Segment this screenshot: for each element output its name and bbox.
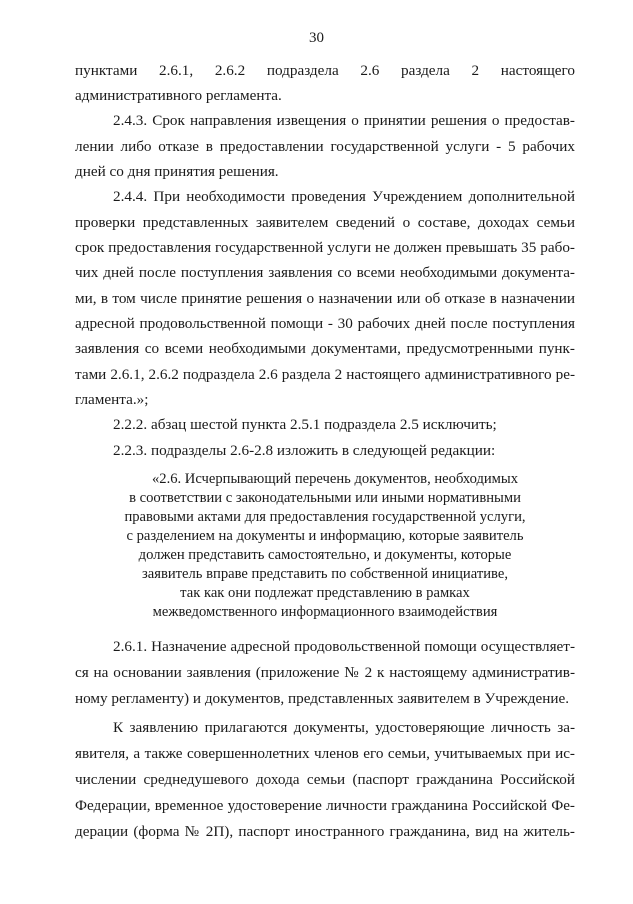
- section-heading-line: должен представить самостоятельно, и документы, которые: [138, 547, 512, 563]
- text-line: ми, в том числе принятие решения о назначении или об отказе в назначении: [75, 290, 575, 307]
- text-line: 2.2.3. подразделы 2.6-2.8 изложить в следующей редакции:: [113, 442, 496, 459]
- section-heading-line: «2.6. Исчерпывающий перечень документов, необходимых: [151, 471, 519, 487]
- text-line: гламента.»;: [75, 391, 149, 408]
- text-line: 2.4.4. При необходимости проведения Учреждением дополнительной: [113, 188, 575, 205]
- text-line: лении либо отказе в предоставлении государственной услуги - 5 рабочих: [75, 138, 575, 155]
- text-line: ся на основании заявления (приложение № 2 к настоящему административ-: [75, 664, 575, 681]
- text-line: числении среднедушевого дохода семьи (паспорт гражданина Российской: [75, 771, 575, 788]
- section-heading-line: так как они подлежат представлению в рамках: [180, 585, 470, 601]
- text-line: Федерации, временное удостоверение личности гражданина Российской Фе-: [75, 797, 575, 814]
- text-line: заявления со всеми необходимыми документами, предусмотренными пунк-: [75, 340, 575, 357]
- text-line: дней со дня принятия решения.: [75, 163, 279, 180]
- text-line: адресной продовольственной помощи - 30 рабочих дней после поступления: [75, 315, 575, 332]
- text-line: 2.2.2. абзац шестой пункта 2.5.1 подраздела 2.5 исключить;: [113, 416, 497, 433]
- page-number: 30: [309, 30, 324, 46]
- text-line: административного регламента.: [75, 87, 282, 104]
- text-line: пунктами 2.6.1, 2.6.2 подраздела 2.6 раздела 2 настоящего: [75, 62, 575, 79]
- text-line: К заявлению прилагаются документы, удостоверяющие личность за-: [113, 719, 575, 736]
- section-heading-line: межведомственного информационного взаимодействия: [152, 604, 498, 620]
- text-line: 2.6.1. Назначение адресной продовольственной помощи осуществляет-: [113, 638, 575, 655]
- text-line: явителя, а также совершеннолетних членов его семьи, учитываемых при ис-: [75, 745, 575, 762]
- section-heading-line: правовыми актами для предоставления государственной услуги,: [124, 509, 526, 525]
- text-line: проверки представленных заявителем сведений о составе, доходах семьи: [75, 214, 575, 231]
- text-line: ному регламенту) и документов, представленных заявителем в Учреждение.: [75, 690, 569, 707]
- text-line: 2.4.3. Срок направления извещения о принятии решения о предостав-: [113, 112, 575, 129]
- text-line: тами 2.6.1, 2.6.2 подраздела 2.6 раздела 2 настоящего административного ре-: [75, 366, 575, 383]
- text-line: срок предоставления государственной услуги не должен превышать 35 рабо-: [75, 239, 575, 256]
- section-heading-line: заявитель вправе представить по собственной инициативе,: [142, 566, 508, 582]
- section-heading-line: в соответствии с законодательными или иными нормативными: [129, 490, 521, 506]
- text-line: чих дней после поступления заявления со всеми необходимыми документа-: [75, 264, 575, 281]
- section-heading-line: с разделением на документы и информацию, которые заявитель: [126, 528, 524, 544]
- text-line: дерации (форма № 2П), паспорт иностранного гражданина, вид на житель-: [75, 823, 575, 840]
